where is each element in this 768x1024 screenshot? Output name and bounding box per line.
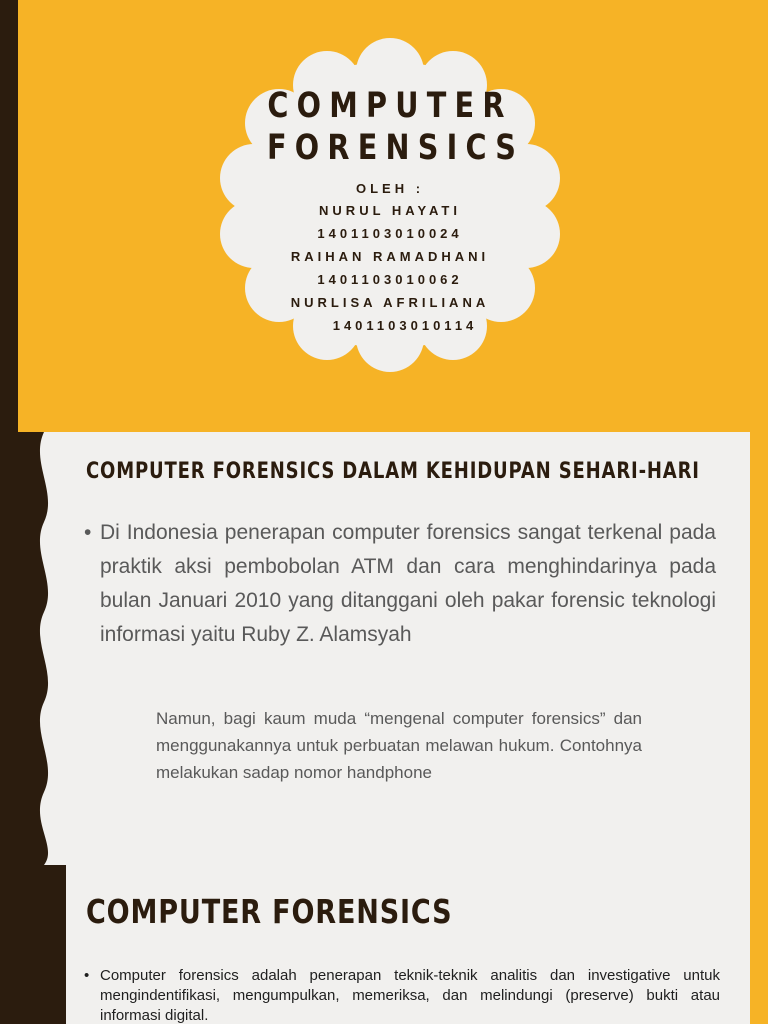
title-line-2: FORENSICS <box>267 128 525 168</box>
bullet-marker: • <box>84 967 90 984</box>
bullet-paragraph: Computer forensics adalah penerapan teknik-teknik analitis dan investigative untuk mengindentifikasi, mengumpulkan, memeriksa, dan melindungi (preserve) bukti atau informasi digital. <box>100 967 720 1024</box>
author-name: NURLISA AFRILIANA <box>290 295 490 310</box>
right-accent-strip <box>750 432 768 865</box>
bullet-marker: • <box>84 521 92 544</box>
author-id: 1401103010024 <box>317 226 463 241</box>
sub-paragraph: Namun, bagi kaum muda “mengenal computer forensics” dan menggunakannya untuk perbuatan melawan hukum. Contohnya melakukan sadap nomor handphone <box>156 709 642 782</box>
author-id: 1401103010062 <box>317 272 463 287</box>
slide-heading: COMPUTER FORENSICS <box>86 892 453 931</box>
bullet-paragraph: Di Indonesia penerapan computer forensics sangat terkenal pada praktik aksi pembobolan ATM dan cara menghindarinya pada bulan Januari 2010 yang ditanggani oleh pakar forensic teknologi informasi yaitu Ruby Z. Alamsyah <box>100 521 716 646</box>
left-dark-band <box>0 865 66 1024</box>
left-accent-bar <box>0 0 18 432</box>
slide-heading: COMPUTER FORENSICS DALAM KEHIDUPAN SEHARI-HARI <box>86 459 700 484</box>
wavy-left-border <box>0 432 60 865</box>
author-label: OLEH : <box>355 181 425 196</box>
author-name: NURUL HAYATI <box>319 203 461 218</box>
author-name: RAIHAN RAMADHANI <box>290 249 490 264</box>
title-line-1: COMPUTER <box>267 86 513 126</box>
right-accent-strip <box>750 865 768 1024</box>
author-id: 1401103010114 <box>332 318 478 333</box>
